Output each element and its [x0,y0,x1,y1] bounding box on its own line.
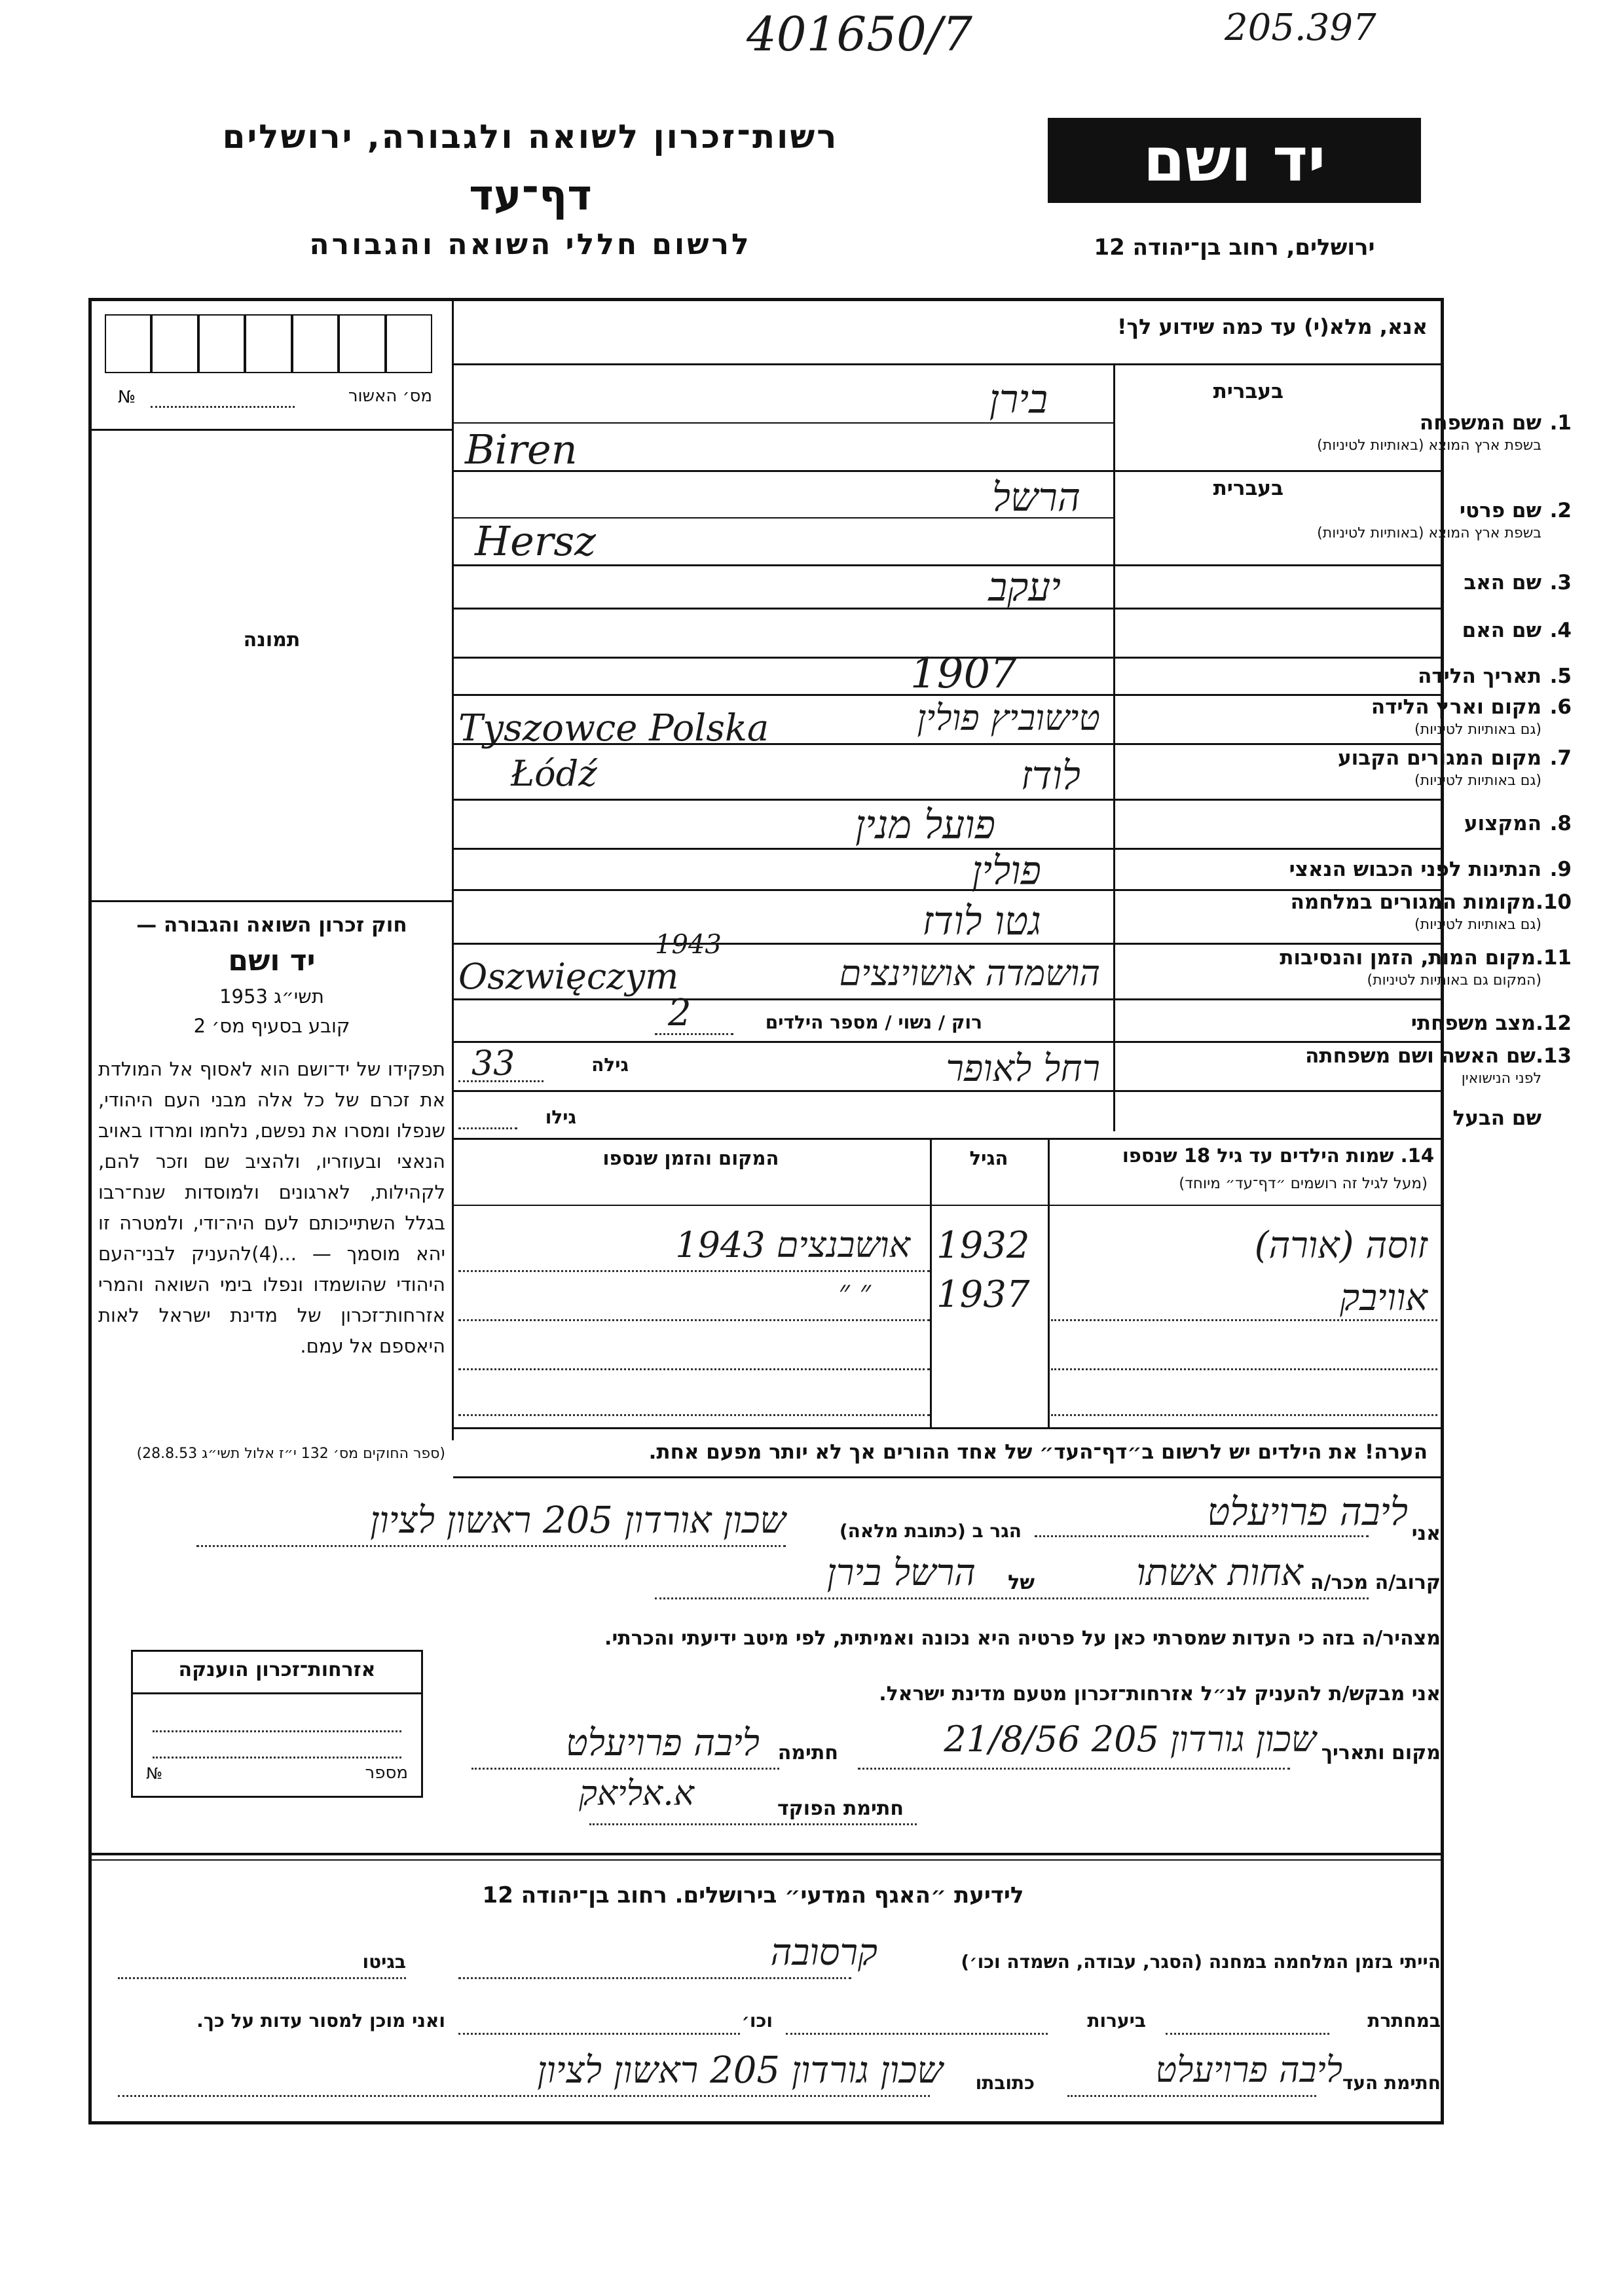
husband-age-label: גילו [545,1106,576,1128]
bottom-address: שכון גורדון 205 ראשון לציון [537,2049,943,2092]
law-source: (ספר החוקים מס׳ 132 י״ז אלול תשי״ג 28.8.53) [136,1446,445,1462]
ghetto-label: בגיטו [362,1951,406,1973]
citizenship-number-label: מספר [365,1763,408,1783]
death-place-hebrew: הושמדה אושוינצים [839,953,1100,994]
of-name: הרשל בירן [826,1552,976,1594]
field-6-label: 6.מקום וארץ הלידה (גם באותיות לטיניות) [1371,695,1572,738]
residence-latin: Łódź [511,753,597,794]
field-13-label: 13.שם האשה ושם משפחתה לפני הנישואין [1305,1044,1572,1087]
law-title: חוק זכרון השואה והגבורה — [136,913,407,937]
field-4-label: 4.שם האם [1462,619,1572,642]
decl-ani: אני [1411,1522,1441,1545]
law-year: תשי״ג 1953 [219,985,324,1008]
law-clause: קובע בסעיף מס׳ 2 [193,1015,350,1037]
form-subtitle: לרשום חללי השואה והגבורה [309,228,752,261]
surname-latin: Biren [465,426,578,473]
law-name: יד ושם [228,944,316,977]
witness-sig-label: חתימת העד [1342,2072,1441,2094]
yad-vashem-logo: יד ושם [1048,118,1421,203]
first-name-latin: Hersz [475,517,596,565]
underground-label: במחתרת [1367,2010,1441,2032]
header-address: ירושלים, רחוב בן־יהודה 12 [1094,234,1375,261]
children-title-sub: (מעל לגיל זה רושמים ״דף־עד״ מיוחד) [1179,1175,1428,1192]
first-name-hebrew: הרשל [991,475,1080,520]
bottom-witness-signature: ליבה פרויעלט [1155,2049,1342,2090]
note: הערה! את הילדים יש לרשום ב״דף־העד״ של אחד ההורים אך לא יותר מפעם אחת. [648,1440,1428,1464]
husband-label: שם הבעל [1452,1106,1541,1130]
camp-line-prefix: הייתי בזמן המלחמה במחנה (הסגר, עבודה, השמדה וכו׳) [961,1951,1441,1973]
etc-label: וכו׳ [741,2010,773,2032]
wife-age: 33 [471,1044,515,1084]
col-age: הגיל [969,1147,1008,1169]
child-name: אוויבק [1340,1277,1428,1319]
occupation: פועל מנין [855,802,995,848]
decl-resides-label: הגר ב (כתובת מלאה) [839,1520,1022,1542]
approval-label: מס׳ האשור [348,386,432,406]
nationality: פולין [972,848,1041,894]
child-place: ״ ״ [838,1273,871,1309]
field-7-label: 7.מקום המגורים הקבוע (גם באותיות לטיניות) [1338,746,1572,789]
field-1-side: בעברית [1213,380,1283,403]
camp-name: קרסובה [770,1931,877,1974]
wife-age-label: גילה [591,1054,629,1076]
birthplace-hebrew: טישוביץ פולין [917,697,1100,738]
field-8-label: 8.המקצוע [1464,812,1572,835]
decl-of-label: של [1008,1571,1035,1594]
field-9-label: 9.הנתינות לפני הכבוש הנאצי [1289,858,1572,881]
bottom-address-label: כתובתו [975,2072,1035,2094]
archive-number-left: 401650/7 [747,7,972,62]
field-10-label: 10.מקומות המגורים במלחמה (גם באותיות לטיניות) [1290,890,1572,933]
decl-relative-label: קרוב/ה מכר/ה [1310,1571,1441,1594]
clerk-signature: א.אליאק [579,1774,694,1813]
death-year: 1943 [655,930,722,960]
surname-hebrew: בירן [989,376,1048,422]
witness-signature: ליבה פרויעלט [565,1722,760,1764]
approval-digit-boxes [105,314,432,373]
children-title: 14. שמות הילדים עד גיל 18 שנספו [1122,1144,1434,1167]
wartime-residence: גטו לודז [922,898,1041,944]
signature-label: חתימה [777,1741,838,1764]
decl-line2: אני מבקש/ת להעניק לנ״ל אזרחות־זכרון מטעם מדינת ישראל. [879,1683,1441,1705]
father-name: יעקב [988,564,1061,610]
place-date-label: מקום ותאריך [1321,1741,1441,1764]
field-12-label: 12.מצב משפחתי [1411,1011,1572,1035]
approval-no-sign: № [118,388,136,407]
death-place-latin: Oszwięczym [458,956,679,997]
birthplace-latin: Tyszowce Polska [458,707,769,750]
citizenship-title: אזרחות־זכרון הוענקה [178,1658,376,1681]
field-3-label: 3.שם האב [1464,571,1572,594]
child-age: 1937 [936,1273,1030,1316]
law-text: תפקידו של יד־ושם הוא לאסוף אל המולדת את זכרם של כל אלה מבני העם היהודי, שנפלו ומסרו את נפשם, נלחמו ומרדו באויב הנאצי ובעוזריו, ולהציב שם וזכר להם, לקהילות, לארגונים ולמוסדות שנח־רבו בגלל השתייכותם לעם היה־ודי, ולמטרה זו יהא מוסמך — ...(4)להעניק לבני־העם היהודי שהושמדו ונפלו בימי השואה והמרי אזרחות־זכרון של מדינת ישראל לאות היאספם אל עמם. [98,1058,445,1357]
org-name: רשות־זכרון לשואה ולגבורה, ירושלים [222,118,839,156]
field-1-label: 1.שם המשפחה בשפת ארץ המוצא (באותיות לטיניות) [1317,411,1572,454]
residence-hebrew: לודז [1020,753,1080,799]
forests-label: ביערות [1087,2010,1146,2032]
child-place: אושבנצים 1943 [675,1224,910,1266]
children-count: 2 [668,992,692,1034]
field-2-side: בעברית [1213,477,1283,500]
scientific-dept-info: לידיעת ״האגף המדעי״ בירושלים. רחוב בן־יהודה 12 [482,1882,1024,1908]
form-title: דף־עד [469,172,592,220]
wife-name: רחל לאופר [946,1048,1100,1090]
child-name: זוסה (אורה) [1254,1224,1428,1267]
field-2-label: 2.שם פרטי בשפת ארץ המוצא (באותיות לטיניות) [1317,499,1572,541]
place-date: שכון גורדון 205 21/8/56 [944,1719,1316,1760]
child-age: 1932 [936,1224,1030,1267]
birth-year: 1907 [910,649,1017,698]
field-11-label: 11.מקום המות, הזמן והנסיבות (המקום גם באותיות לטיניות) [1280,946,1572,989]
clerk-label: חתימת הפוקד [777,1797,904,1820]
field-5-label: 5.תאריך הלידה [1418,665,1572,688]
col-place: המקום והזמן שנספו [602,1147,779,1169]
witness-name: ליבה פרויעלט [1207,1489,1408,1534]
photo-label: תמונה [243,629,301,651]
decl-line1: מצהיר/ה בזה כי העדות שמסרתי כאן על פרטיה היא נכונה ואמיתית, לפי מיטב ידיעתי והכרתי. [604,1627,1441,1650]
marital-options: רוק / נשוי / מספר הילדים [765,1011,982,1033]
instruction: אנא, מלא(י) עד כמה שידוע לך! [1116,314,1428,339]
citizenship-no-sign: № [146,1764,162,1783]
witness-address: שכון אורדון 205 ראשון לציון [370,1499,786,1542]
ready-label: ואני מוכן למסור עדות על כך. [196,2010,445,2032]
archive-number-right: 205.397 [1225,7,1376,49]
relation: אחות אשתו [1136,1552,1303,1594]
citizenship-box [131,1650,423,1798]
